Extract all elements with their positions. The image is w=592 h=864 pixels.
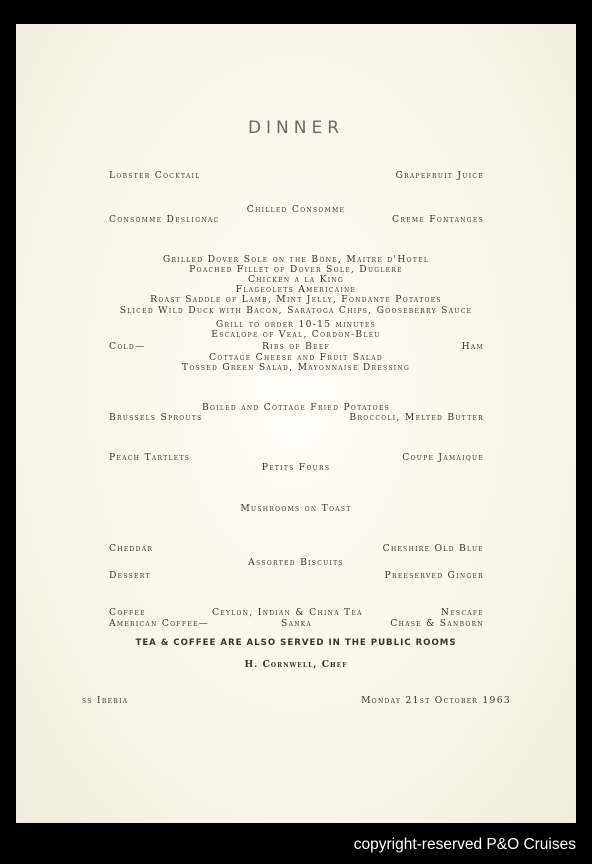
dessert-center: Petits Fours [261, 462, 331, 473]
cold-center: Ribs of Beef [261, 341, 330, 352]
appetizer-right: Grapefruit Juice [395, 170, 484, 181]
main-item: Sliced Wild Duck with Bacon, Saratoga Chips, Gooseberry Sauce [119, 305, 473, 316]
soup-right: Creme Fontanges [392, 214, 484, 225]
savoury: Mushrooms on Toast [240, 503, 352, 514]
cheese-left: Cheddar [109, 543, 154, 554]
menu-title: DINNER [247, 118, 345, 138]
main-item: Grilled Dover Sole on the Bone, Maitre d'Hotel [162, 254, 430, 265]
appetizer-left: Lobster Cocktail [109, 170, 201, 181]
grill-note: Grill to order 10-15 minutes [215, 319, 377, 330]
main-item: Escalope of Veal, Cordon-Bleu [211, 329, 381, 340]
menu-date: Monday 21st October 1963 [361, 695, 511, 706]
soup-center: Chilled Consomme [246, 204, 346, 215]
main-item: Roast Saddle of Lamb, Mint Jelly, Fondante Potatoes [150, 294, 442, 305]
salad-item: Cottage Cheese and Fruit Salad [209, 352, 383, 363]
beverage-item: Chase & Sanborn [390, 618, 484, 629]
cheese-center: Assorted Biscuits [248, 557, 344, 568]
potatoes: Boiled and Cottage Fried Potatoes [201, 402, 391, 413]
public-rooms-notice: TEA & COFFEE ARE ALSO SERVED IN THE PUBLIC ROOMS [135, 638, 457, 648]
beverage-item: Nescafe [440, 607, 484, 618]
beverage-item: Ceylon, Indian & China Tea [212, 607, 363, 618]
main-item: Flageolets Americaine [235, 284, 357, 295]
cold-right: Ham [461, 341, 484, 352]
ship-name: ss Iberia [82, 695, 129, 706]
menu-card [16, 24, 576, 823]
main-item: Chicken a la King [247, 274, 345, 285]
dessert-right: Coupe Jamaique [402, 452, 484, 463]
main-item: Poached Fillet of Dover Sole, Duglere [189, 264, 403, 275]
cold-label: Cold— [109, 341, 146, 352]
dessert-row-right: Preeserved Ginger [384, 570, 484, 581]
soup-left: Consomme Deslignac [109, 214, 220, 225]
beverage-item: Coffee [109, 607, 146, 618]
beverage-item: American Coffee— [109, 618, 210, 629]
dessert-left: Peach Tartlets [109, 452, 191, 463]
copyright-watermark: copyright-reserved P&O Cruises [353, 836, 576, 853]
vegetable-left: Brussels Sprouts [109, 412, 203, 423]
vegetable-right: Broccoli, Melted Butter [349, 412, 484, 423]
beverage-item: Sanka [281, 618, 312, 629]
dessert-row-left: Dessert [109, 570, 151, 581]
cheese-right: Cheshire Old Blue [382, 543, 484, 554]
chef-signature: H. Cornwell, Chef [244, 659, 348, 670]
salad-item: Tossed Green Salad, Mayonnaise Dressing [181, 362, 411, 373]
